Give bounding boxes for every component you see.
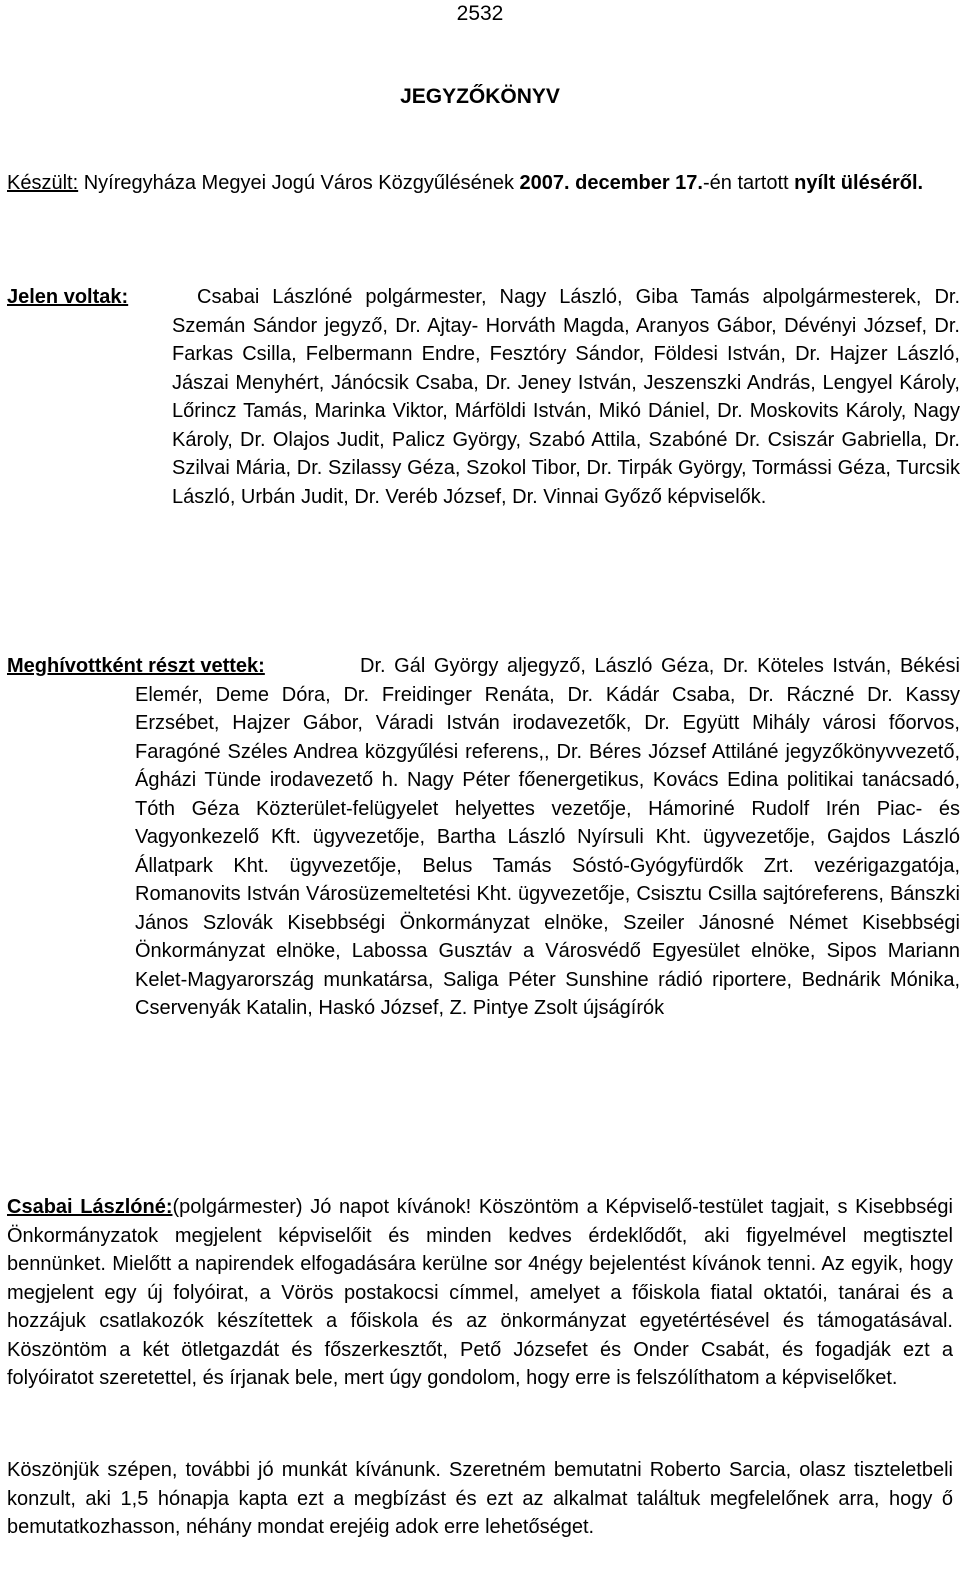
invited-section — [7, 652, 960, 1172]
document-title: JEGYZŐKÖNYV — [400, 85, 560, 108]
speech-paragraph-2: Köszönjük szépen, további jó munkát kívánunk. Szeretném bemutatni Roberto Sarcia, olasz tiszteletbeli konzult, aki 1,5 hónapja kapta ezt a megbízást és ezt az alkalmat találtuk megfelelőnek arra, hogy ő bemutatkozhasson, néhány mondat erejéig adok erre lehetőséget. — [7, 1459, 953, 1538]
created-paragraph — [7, 169, 953, 198]
created-label: Készült: — [7, 172, 79, 194]
invited-label: Meghívottként részt vettek: — [7, 655, 265, 677]
attendees-section — [7, 283, 960, 613]
speech-text: Jó napot kívánok! Köszöntöm a Képviselő-testület tagjait, s Kisebbségi Önkormányzatok megjelent képviselőit és minden kedves érdeklődőt, aki figyelmével megtisztel bennünket. Mielőtt a napirendek elfogadására kerülne sor 4négy bejelentést kívánok tenni. Az egyik, hogy megjelent egy új folyóirat, a Vörös postakocsi címmel, amelyet a főiskola fiatal oktatói, tanárai és a hozzájuk csatlakozók készítettek a főiskola és az önkormányzat egyetértésével és támogatásával. Köszöntöm a két ötletgazdát és főszerkesztőt, Pető Józsefet és Onder Csabát, és fogadják ezt a folyóiratot szeretettel, és írjanak bele, mert úgy gondolom, hogy erre is felszólíthatom a képviselőket. — [7, 1196, 953, 1389]
invited-list: Dr. Gál György aljegyző, László Géza, Dr. Köteles István, Békési Elemér, Deme Dóra, Dr. Freidinger Renáta, Dr. Kádár Csaba, Dr. Ráczné Dr. Kassy Erzsébet, Hajzer Gábor, Váradi István irodavezetők, Dr. Együtt Mihály városi főorvos, Faragóné Széles Andrea közgyűlési referens,, Dr. Béres József Attiláné jegyzőkönyvvezető, Ágházi Tünde irodavezető h. Nagy Péter főenergetikus, Kovács Edina politikai tanácsadó, Tóth Géza Közterület-felügyelet helyettes vezetője, Hámoriné Rudolf Irén Piac- és Vagyonkezelő Kft. ügyvezetője, Bartha László Nyírsuli Kht. ügyvezetője, Gajdos László Állatpark Kht. ügyvezetője, Belus Tamás Sóstó-Gyógyfürdők Zrt. vezérigazgatója, Romanovits István Városüzemeltetési Kht. ügyvezetője, Csisztu Csilla sajtóreferens, Bánszki János Szlovák Kisebbségi Önkormányzat elnöke, Szeiler Jánosné Német Kisebbségi Önkormányzat elnöke, Labossa Gusztáv a Városvédő Egyesület elnöke, Sipos Mariann Kelet-Magyarország munkatársa, Saliga Péter Sunshine rádió riportere, Bednárik Mónika, Cservenyák Katalin, Haskó József, Z. Pintye Zsolt újságírók — [135, 655, 960, 1019]
meeting-date: 2007. december 17. — [519, 172, 703, 194]
created-text-b: -én tartott — [702, 172, 795, 194]
speech-paragraph — [7, 1193, 953, 1393]
speaker-role: (polgármester) — [172, 1196, 303, 1218]
speaker-name: Csabai Lászlóné: — [7, 1196, 173, 1218]
page-number: 2532 — [456, 2, 504, 25]
attendees-label: Jelen voltak: — [7, 286, 129, 308]
session-type: nyílt üléséről. — [794, 172, 924, 194]
attendees-list: Csabai Lászlóné polgármester, Nagy László, Giba Tamás alpolgármesterek, Dr. Szemán Sándor jegyző, Dr. Ajtay- Horváth Magda, Aranyos Gábor, Dévényi József, Dr. Farkas Csilla, Felbermann Endre, Fesztóry Sándor, Földesi István, Dr. Hajzer László, Jászai Menyhért, Jánócsik Csaba, Dr. Jeney István, Jeszenszki András, Lengyel Károly, Lőrincz Tamás, Marinka Viktor, Márföldi István, Mikó Dániel, Dr. Moskovits Károly, Nagy Károly, Dr. Olajos Judit, Palicz György, Szabó Attila, Szabóné Dr. Csiszár Gabriella, Dr. Szilvai Mária, Dr. Szilassy Géza, Szokol Tibor, Dr. Tirpák György, Tormássi Géza, Turcsik László, Urbán Judit, Dr. Veréb József, Dr. Vinnai Győző képviselők. — [172, 286, 960, 508]
created-text-a: Nyíregyháza Megyei Jogú Város Közgyűlésének — [78, 172, 520, 194]
